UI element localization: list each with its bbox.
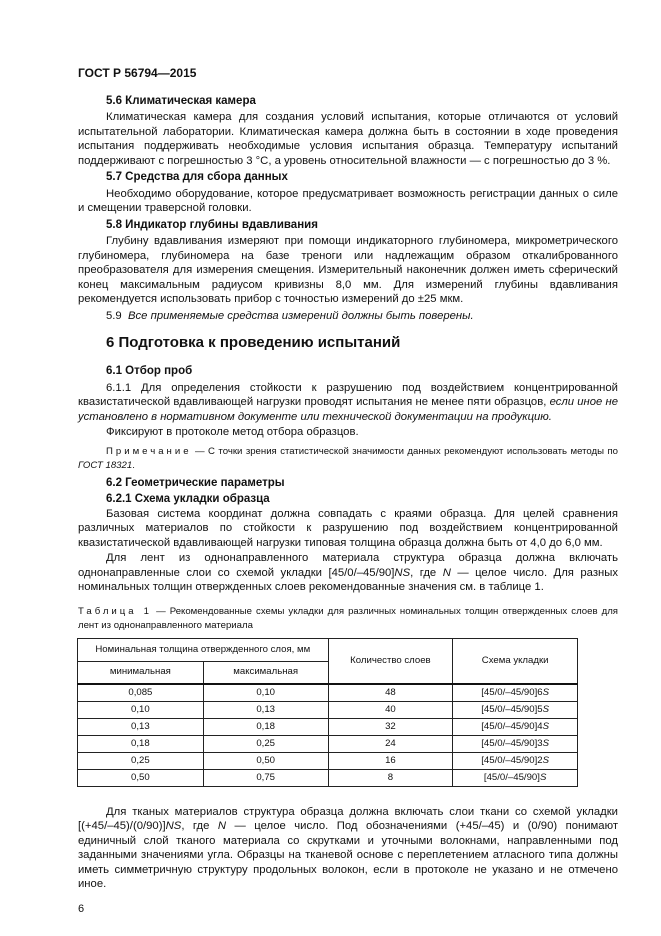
table-row [78, 769, 578, 786]
cell-max: 0,50 [203, 752, 328, 769]
cell-scheme: [45/0/–45/90]2S [453, 752, 578, 769]
paragraph: 6.1.1 Для определения стойкости к разрушению под воздействием концентрированной квазистатической вдавливающей нагрузки проводят испытания не менее пяти образцов, если иное не установлено в нормативном документе или технической документации на продукцию. [78, 381, 618, 423]
header-max: максимальная [203, 661, 328, 684]
section-title: 5.6 Климатическая камера [106, 94, 256, 107]
section-6-title: 6 Подготовка к проведению испытаний [106, 334, 401, 351]
header-min: минимальная [78, 661, 204, 684]
layup-table [77, 638, 578, 787]
table-row [78, 752, 578, 769]
subsection-title: 6.2.1 Схема укладки образца [106, 493, 270, 505]
cell-layers: 40 [328, 701, 453, 718]
cell-min: 0,085 [78, 684, 204, 702]
cell-max: 0,13 [203, 701, 328, 718]
paragraph: Фиксируют в протоколе метод отбора образцов. [106, 426, 359, 438]
section-5-9 [78, 309, 618, 324]
cell-max: 0,10 [203, 684, 328, 702]
table-row [78, 701, 578, 718]
cell-min: 0,13 [78, 718, 204, 735]
note: Примечание — С точки зрения статистической значимости данных рекомендуют использовать методы по ГОСТ 18321. [78, 445, 618, 471]
paragraph: Все применяемые средства измерений должны быть поверены. [128, 309, 474, 322]
table-row [78, 684, 578, 702]
table-caption: Таблица 1 — Рекомендованные схемы укладки для различных номинальных толщин отвержденных слоев для лент из однонаправленного материала [78, 605, 618, 631]
paragraph: Для лент из однонаправленного материала структура образца должна включать однонаправленные слои со схемой укладки [45/0/–45/90]NS, где N — целое число. Для разных номинальных толщин отвержденных слоев рекомендованные значения см. в таблице 1. [78, 552, 619, 593]
paragraph: Необходимо оборудование, которое предусматривает возможность регистрации данных о силе и смещении траверсной головки. [78, 187, 618, 214]
cell-layers: 24 [328, 735, 453, 752]
paragraph: Базовая система координат должна совпадать с краями образца. Для целей сравнения различных материалов по стойкости к разрушению под воздействием концентрированной квазистатической вдавливающей нагрузки типовая толщина образца должна быть от 4,0 до 6,0 мм. [78, 507, 618, 549]
header-scheme: Схема укладки [453, 638, 578, 684]
cell-layers: 16 [328, 752, 453, 769]
cell-min: 0,50 [78, 769, 204, 786]
clause-number: 5.9 [106, 309, 122, 322]
section-5-8 [78, 218, 618, 307]
header-thickness: Номинальная толщина отвержденного слоя, мм [78, 638, 329, 661]
cell-layers: 8 [328, 769, 453, 786]
section-6-2 [78, 476, 618, 595]
section-title: 5.7 Средства для сбора данных [106, 171, 288, 183]
cell-scheme: [45/0/–45/90]6S [453, 684, 578, 702]
cell-layers: 32 [328, 718, 453, 735]
paragraph: Климатическая камера для создания условий испытания, которые отличаются от условий испытательной лаборатории. Климатическая камера должна быть в состоянии в ходе проведения испытания поддерживать необходимые условия испытания образца. Температуру испытаний поддерживают с погрешностью 3 °С, а уровень относительной влажности — с погрешностью до 3 %. [78, 111, 618, 167]
table-row [78, 735, 578, 752]
page-number: 6 [78, 902, 85, 915]
cell-scheme: [45/0/–45/90]4S [453, 718, 578, 735]
section-5-6 [78, 94, 618, 169]
section-title: 6.1 Отбор проб [106, 365, 193, 377]
document-header: ГОСТ Р 56794—2015 [78, 66, 197, 80]
section-title: 5.8 Индикатор глубины вдавливания [106, 218, 318, 231]
cell-max: 0,75 [203, 769, 328, 786]
cell-scheme: [45/0/–45/90]3S [453, 735, 578, 752]
cell-layers: 48 [328, 684, 453, 702]
cell-scheme: [45/0/–45/90]S [453, 769, 578, 786]
cell-scheme: [45/0/–45/90]5S [453, 701, 578, 718]
section-title: 6.2 Геометрические параметры [106, 476, 285, 489]
table-row [78, 718, 578, 735]
section-6-1 [78, 364, 618, 473]
cell-max: 0,18 [203, 718, 328, 735]
cell-min: 0,10 [78, 701, 204, 718]
section-5-7 [78, 170, 618, 216]
paragraph: Глубину вдавливания измеряют при помощи индикаторного глубиномера, микрометрического глубиномера, глубиномера на базе треноги или надлежащим образом откалиброванного преобразователя для измерения смещения. Измерительный наконечник должен иметь сферический конец максимальным радиусом кривизны 8,0 мм. Для измерений глубины вдавливания рекомендуется использовать прибор с точностью измерений до ±25 мкм. [78, 235, 618, 305]
cell-min: 0,25 [78, 752, 204, 769]
cell-min: 0,18 [78, 735, 204, 752]
woven-paragraph-block [78, 805, 618, 892]
paragraph: Для тканых материалов структура образца должна включать слои ткани со схемой укладки [(+45/–45)/(0/90)]NS, где N — целое число. Под обозначениями (+45/–45) и (0/90) понимают единичный слой тканого материала со скрутками и уточными волокнами, направленными под заданными значениями угла. Образцы на тканевой основе с переплетением атласного типа должны иметь симметричную структуру продольных волокон, если в протоколе не указано и не отмечено иное. [78, 805, 618, 890]
cell-max: 0,25 [203, 735, 328, 752]
header-layers: Количество слоев [328, 638, 453, 684]
